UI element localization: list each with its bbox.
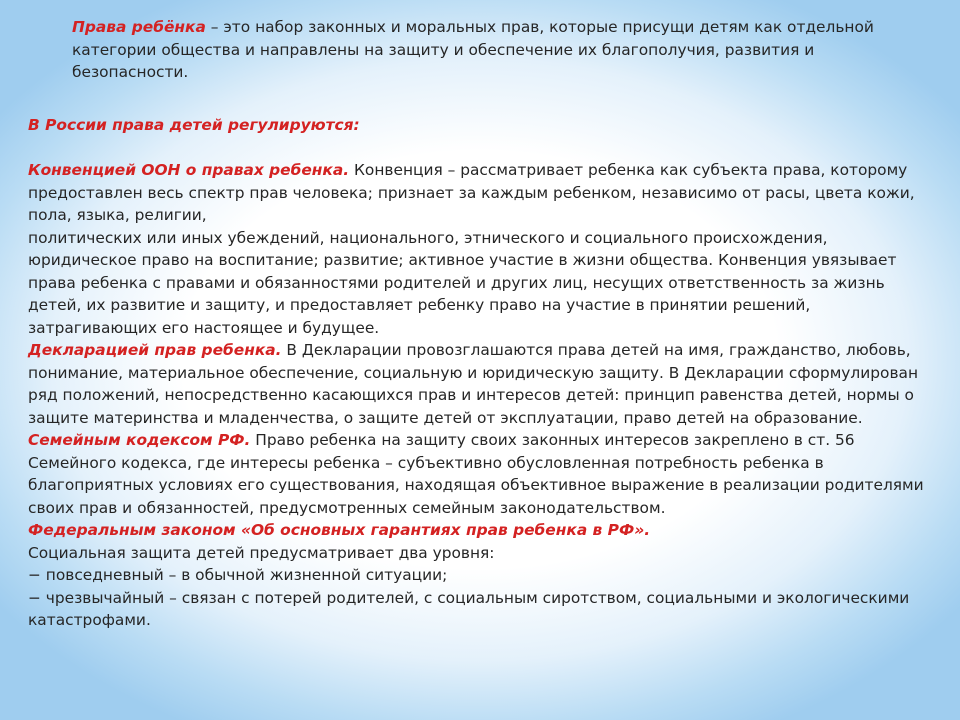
federal-law-paragraph <box>28 519 938 632</box>
intro-paragraph <box>72 16 912 84</box>
federal-law-line-1: Социальная защита детей предусматривает два уровня: <box>28 543 495 562</box>
federal-law-line-2: − повседневный – в обычной жизненной ситуации; <box>28 566 448 584</box>
intro-text: – это набор законных и моральных прав, которые присущи детям как отдельной категории общества и направлены на защиту и обеспечение их благополучия, развития и безопасности. <box>72 18 874 81</box>
federal-law-title: Федеральным законом «Об основных гарантиях прав ребенка в РФ». <box>28 521 651 539</box>
family-code-title: Семейным кодексом РФ. <box>28 431 251 449</box>
intro-term: Права ребёнка <box>72 18 206 36</box>
convention-paragraph <box>28 159 938 339</box>
convention-title: Конвенцией ООН о правах ребенка. <box>28 161 350 179</box>
family-code-text: Право ребенка на защиту своих законных интересов закреплено в ст. 56 Семейного кодекса, где интересы ребенка – субъективно обусловленная потребность ребенка в благоприятных условиях его существования, находящая объективное выражение в реализации родителями своих прав и обязанностей, предусмотренных семейным законодательством. <box>28 431 924 517</box>
declaration-text: В Декларации провозглашаются права детей на имя, гражданство, любовь, понимание, материальное обеспечение, социальную и юридическую защиту. В Декларации сформулирован ряд положений, непосредственно касающихся прав и интересов детей: принцип равенства детей, нормы о защите материнства и младенчества, о защите детей от эксплуатации, право детей на образование. <box>28 341 919 427</box>
convention-text-2: политических или иных убеждений, национального, этнического и социального происхождения, юридическое право на воспитание; развитие; активное участие в жизни общества. Конвенция увязывает права ребенка с правами и обязанностями родителей и других лиц, несущих ответственность за жизнь детей, их развитие и защиту, и предоставляет ребенку право на участие в принятии решений, затрагивающих его настоящее и будущее. <box>28 228 897 337</box>
declaration-paragraph <box>28 339 938 429</box>
spacer <box>28 137 938 160</box>
section-heading: В России права детей регулируются: <box>28 116 360 134</box>
declaration-title: Декларацией прав ребенка. <box>28 341 282 359</box>
main-content <box>28 114 938 632</box>
convention-text-1: Конвенция – рассматривает ребенка как субъекта права, которому предоставлен весь спектр прав человека; признает за каждым ребенком, независимо от расы, цвета кожи, пола, языка, религии, <box>28 161 915 224</box>
federal-law-line-3: − чрезвычайный – связан с потерей родителей, с социальным сиротством, социальными и экологическими катастрофами. <box>28 588 910 629</box>
family-code-paragraph <box>28 429 938 519</box>
